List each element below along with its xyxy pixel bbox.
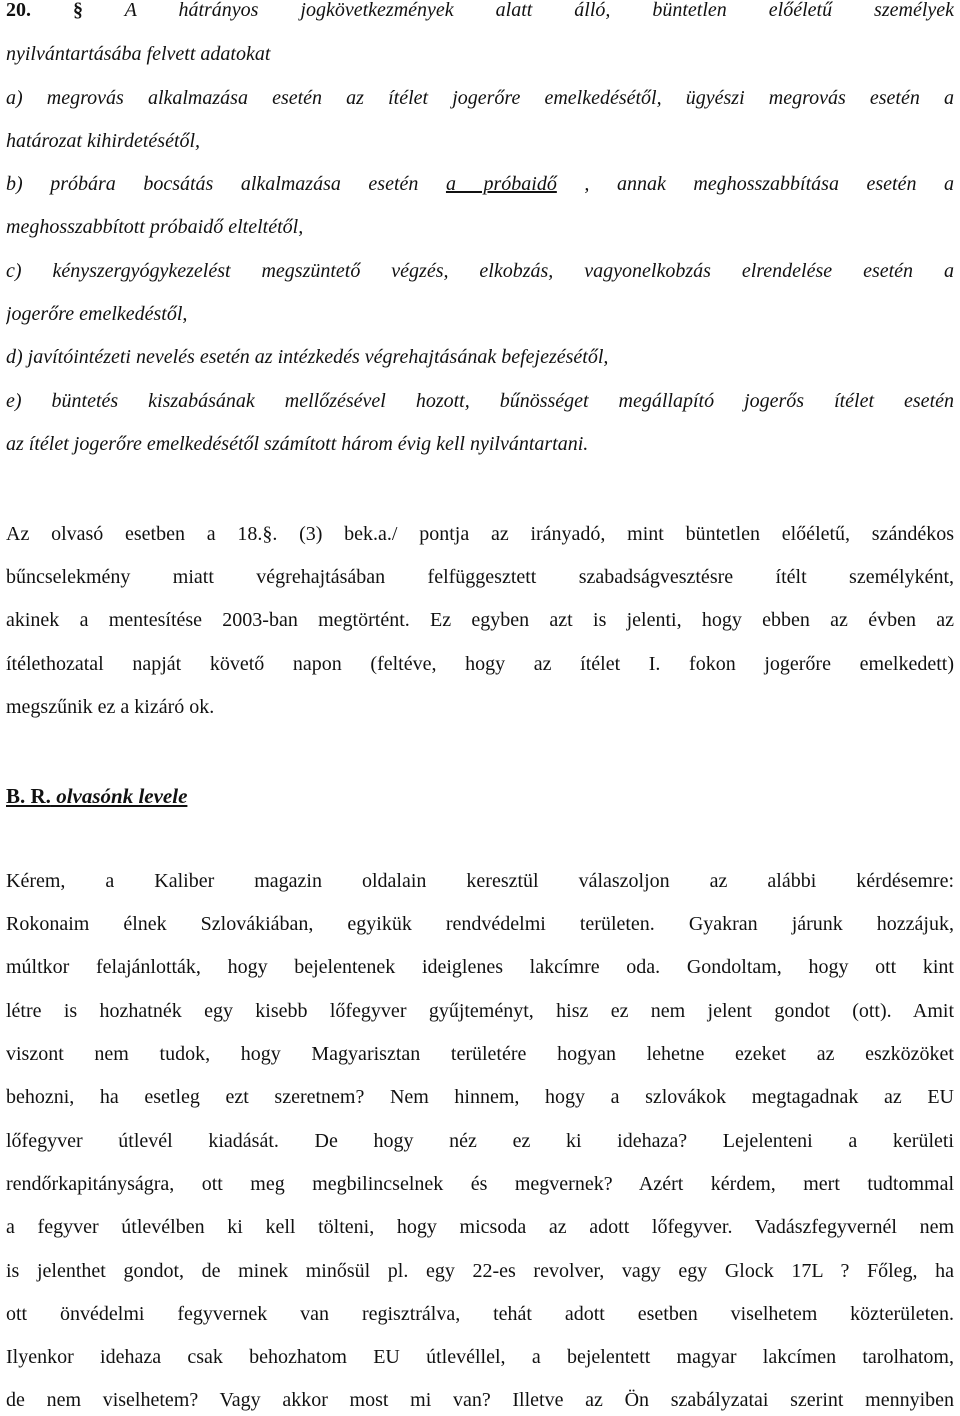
letter-line: a fegyver útlevélben ki kell tölteni, hogy micsoda az adott lőfegyver. Vadászfegyvernél nem	[6, 1216, 954, 1238]
letter-line: ott önvédelmi fegyvernek van regisztrálva, tehát adott esetben viselhetem közterületen.	[6, 1303, 954, 1325]
section-line-3: a) megrovás alkalmazása esetén az ítélet jogerőre emelkedésétől, ügyészi megrovás esetén a	[6, 87, 954, 109]
section-line-9: d) javítóintézeti nevelés esetén az intézkedés végrehajtásának befejezésétől,	[6, 346, 609, 368]
paragraph-sign-icon: §	[72, 0, 83, 21]
section-line-6: meghosszabbított próbaidő elteltétől,	[6, 216, 304, 238]
answer-line: megszűnik ez a kizáró ok.	[6, 696, 215, 718]
section-line-5: b) próbára bocsátás alkalmazása esetén a próbaidő , annak meghosszabbítása esetén a	[6, 173, 954, 195]
answer-line: Az olvasó esetben a 18.§. (3) bek.a./ pontja az irányadó, mint büntetlen előéletű, szándékos	[6, 523, 954, 545]
section-title: A hátrányos jogkövetkezmények alatt álló, büntetlen előéletű személyek	[124, 0, 954, 21]
letter-heading	[6, 784, 187, 808]
letter-line: behozni, ha esetleg ezt szeretnem? Nem hinnem, hogy a szlovákok megtagadnak az EU	[6, 1086, 954, 1108]
answer-line: ítélethozatal napját követő napon (feltéve, hogy az ítélet I. fokon jogerőre emelkedett)	[6, 653, 954, 675]
letter-line: létre is hozhatnék egy kisebb lőfegyver gyűjteményt, hisz ez nem jelent gondot (ott). Amit	[6, 1000, 954, 1022]
section-line-4: határozat kihirdetésétől,	[6, 130, 201, 152]
letter-line: viszont nem tudok, hogy Magyarisztan területére hogyan lehetne ezeket az eszközöket	[6, 1043, 954, 1065]
section-line-10: e) büntetés kiszabásának mellőzésével hozott, bűnösséget megállapító jogerős ítélet esetén	[6, 390, 954, 412]
section-line-2: nyilvántartásába felvett adatokat	[6, 43, 271, 65]
letter-line: lőfegyver útlevél kiadását. De hogy néz ez ki idehaza? Lejelenteni a kerületi	[6, 1130, 954, 1152]
letter-line: rendőrkapitányságra, ott meg megbilincselnek és megvernek? Azért kérdem, mert tudtommal	[6, 1173, 954, 1195]
section-line-1	[6, 0, 954, 22]
section-line-11: az ítélet jogerőre emelkedésétől számított három évig kell nyilvántartani.	[6, 433, 589, 455]
letter-line: Ilyenkor idehaza csak behozhatom EU útlevéllel, a bejelentett magyar lakcímen tarolhatom,	[6, 1346, 954, 1368]
letter-line: Rokonaim élnek Szlovákiában, egyikük rendvédelmi területen. Gyakran járunk hozzájuk,	[6, 913, 954, 935]
heading-title: olvasónk levele	[50, 784, 188, 808]
letter-line: de nem viselhetem? Vagy akkor most mi van? Illetve az Ön szabályzatai szerint mennyiben	[6, 1389, 954, 1411]
answer-line: akinek a mentesítése 2003-ban megtörtént. Ez egyben azt is jelenti, hogy ebben az évben az	[6, 609, 954, 631]
section-number: 20.	[6, 0, 31, 21]
answer-line: bűncselekmény miatt végrehajtásában felfüggesztett szabadságvesztésre ítélt személyként,	[6, 566, 954, 588]
underlined-term: a próbaidő	[445, 173, 557, 195]
section-line-8: jogerőre emelkedéstől,	[6, 303, 188, 325]
heading-initials: B. R.	[6, 784, 51, 808]
section-line-7: c) kényszergyógykezelést megszüntető végzés, elkobzás, vagyonelkobzás elrendelése esetén a	[6, 260, 954, 282]
letter-line: múltkor felajánlották, hogy bejelentenek ideiglenes lakcímre oda. Gondoltam, hogy ott kint	[6, 956, 954, 978]
letter-line: is jelenthet gondot, de minek minősül pl. egy 22-es revolver, vagy egy Glock 17L ? Főleg, ha	[6, 1260, 954, 1282]
letter-line: Kérem, a Kaliber magazin oldalain keresztül válaszoljon az alábbi kérdésemre:	[6, 870, 954, 892]
